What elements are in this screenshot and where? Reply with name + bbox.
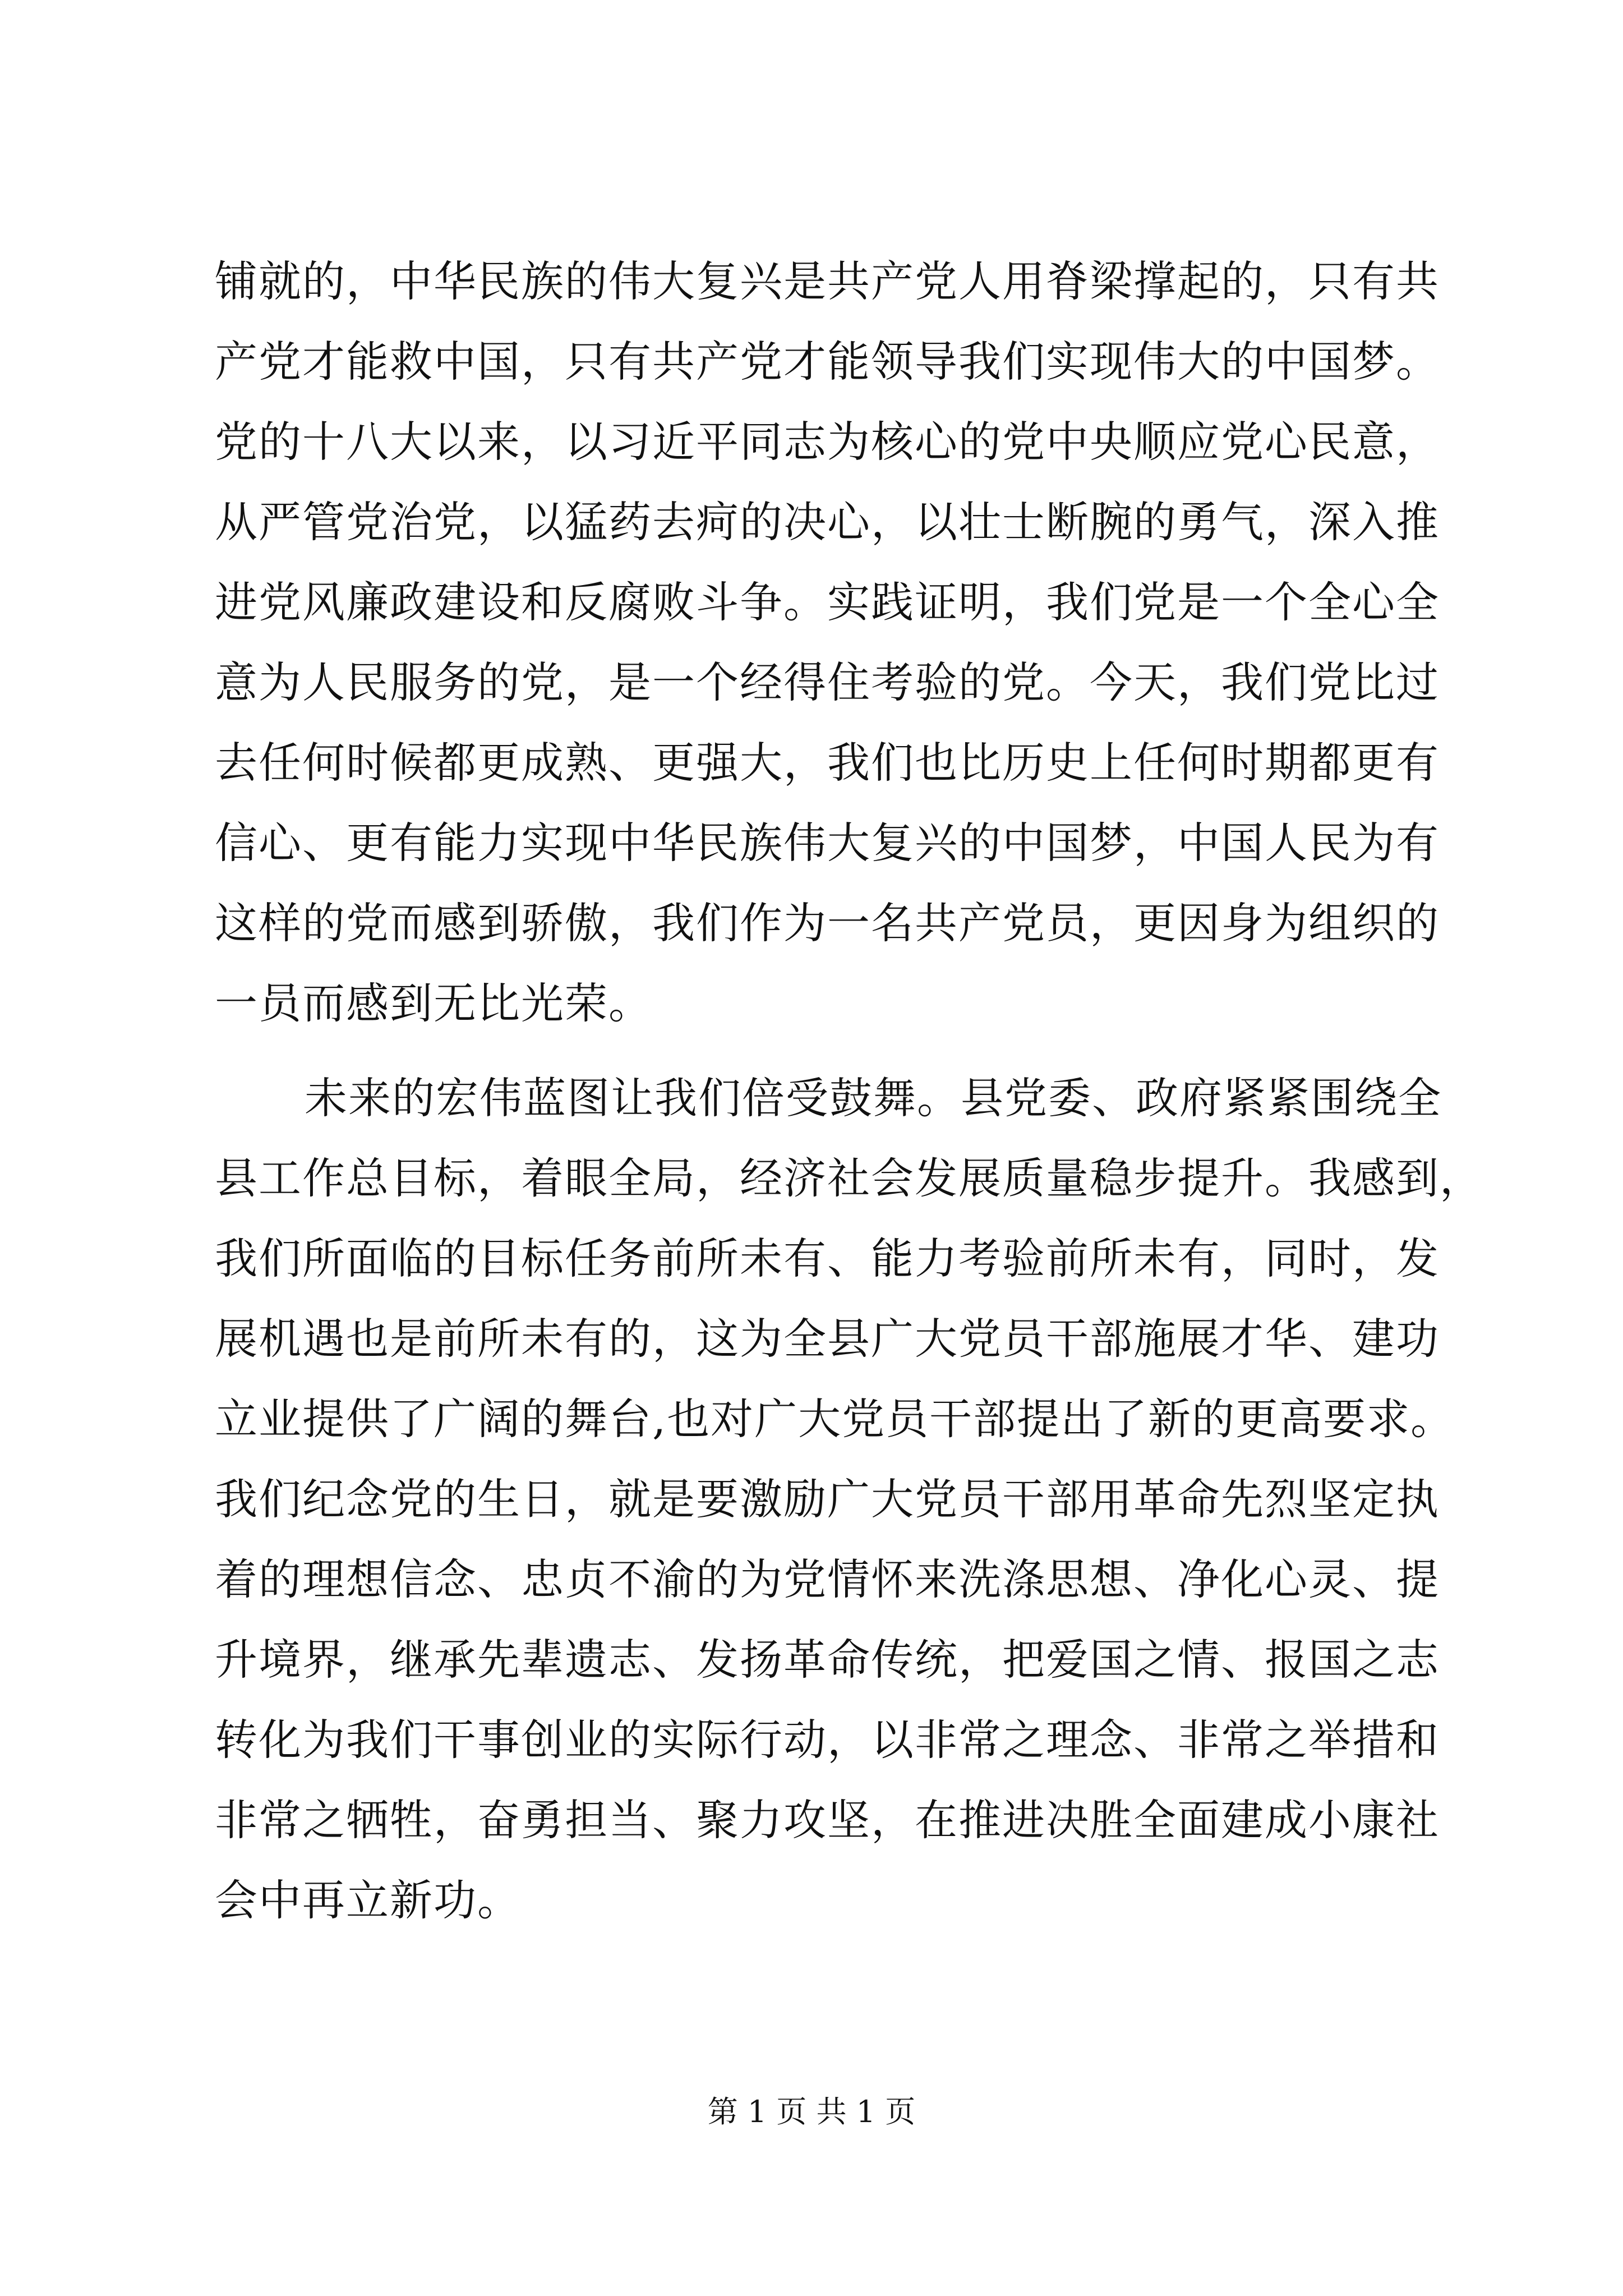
page-number-label: 第 1 页 共 1 页: [707, 2094, 916, 2129]
paragraph-line: 去任何时候都更成熟、更强大，我们也比历史上任何时期都更有: [215, 738, 1440, 788]
paragraph-line: 从严管党治党，以猛药去疴的决心，以壮士断腕的勇气，深入推: [215, 497, 1440, 547]
paragraph-line: 铺就的，中华民族的伟大复兴是共产党人用脊梁撑起的，只有共: [215, 256, 1440, 306]
paragraph-line: 升境界，继承先辈遗志、发扬革命传统，把爱国之情、报国之志: [215, 1635, 1440, 1685]
paragraph-line: 会中再立新功。: [215, 1875, 521, 1925]
paragraph-line: 一员而感到无比光荣。: [215, 978, 652, 1028]
document-body: [215, 241, 1483, 1940]
paragraph-2: [215, 1058, 1483, 1940]
paragraph-line: 意为人民服务的党，是一个经得住考验的党。今天，我们党比过: [215, 657, 1440, 707]
paragraph-line: 着的理想信念、忠贞不渝的为党情怀来洗涤思想、净化心灵、提: [215, 1554, 1440, 1604]
paragraph-line: 党的十八大以来，以习近平同志为核心的党中央顺应党心民意，: [215, 417, 1440, 467]
paragraph-line: 这样的党而感到骄傲，我们作为一名共产党员，更因身为组织的: [215, 898, 1440, 948]
paragraph-line: 未来的宏伟蓝图让我们倍受鼓舞。县党委、政府紧紧围绕全: [305, 1073, 1442, 1123]
paragraph-line: 产党才能救中国，只有共产党才能领导我们实现伟大的中国梦。: [215, 337, 1440, 386]
paragraph-spacer: [215, 1043, 1437, 1058]
paragraph-line: 我们纪念党的生日，就是要激励广大党员干部用革命先烈坚定执: [215, 1474, 1440, 1524]
paragraph-line: 进党风廉政建设和反腐败斗争。实践证明，我们党是一个全心全: [215, 577, 1440, 627]
paragraph-line: 转化为我们干事创业的实际行动，以非常之理念、非常之举措和: [215, 1715, 1440, 1765]
paragraph-line: 立业提供了广阔的舞台,也对广大党员干部提出了新的更高要求。: [215, 1394, 1455, 1444]
paragraph-line: 信心、更有能力实现中华民族伟大复兴的中国梦，中国人民为有: [215, 818, 1440, 868]
paragraph-line: 非常之牺牲，奋勇担当、聚力攻坚，在推进决胜全面建成小康社: [215, 1795, 1440, 1845]
page-footer: [0, 2092, 1623, 2132]
paragraph-1: [215, 241, 1440, 1043]
paragraph-line: 我们所面临的目标任务前所未有、能力考验前所未有，同时，发: [215, 1234, 1440, 1283]
paragraph-line: 展机遇也是前所未有的，这为全县广大党员干部施展才华、建功: [215, 1314, 1440, 1364]
paragraph-line: 县工作总目标，着眼全局，经济社会发展质量稳步提升。我感到，: [215, 1153, 1483, 1203]
